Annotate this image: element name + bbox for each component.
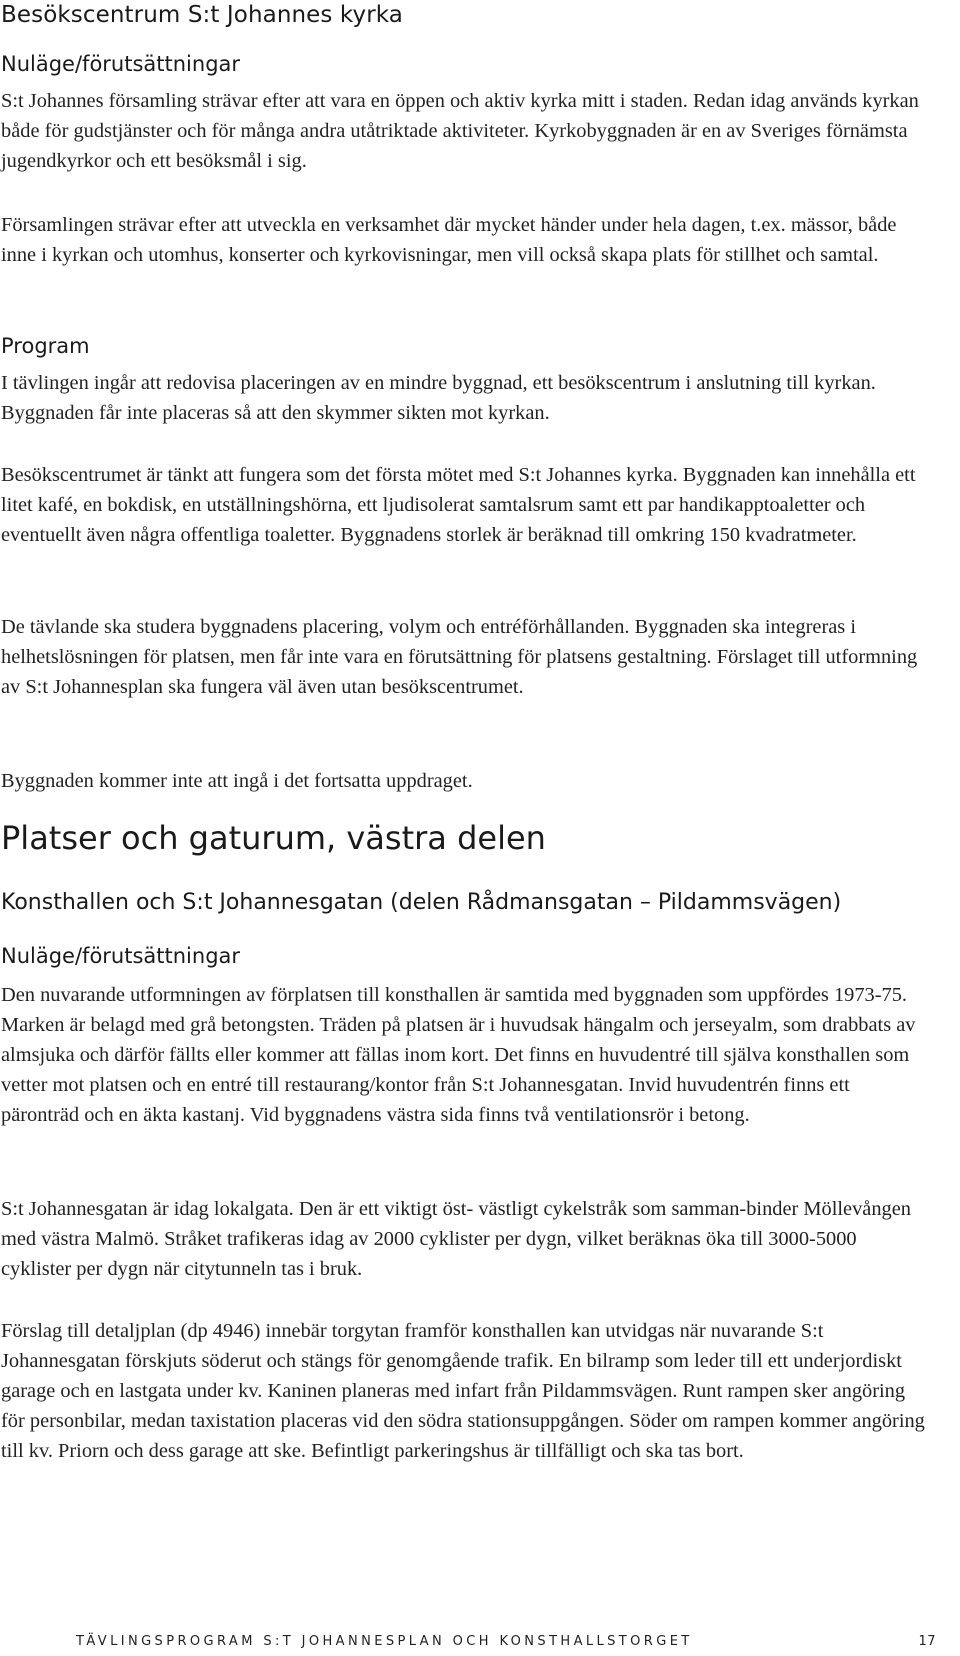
paragraph: Den nuvarande utformningen av förplatsen till konsthallen är samtida med byggnaden som uppfördes 1973-75. Marken är belagd med grå betongsten. Träden på platsen är i huvudsak hängalm och jerseyalm, som drabbats av almsjuka och därför fällts eller kommer att fällas inom kort. Det finns en huvudentré till själva konsthallen som vetter mot platsen och en entré till restaurang/kontor från S:t Johannesgatan. Invid huvudentrén finns ett päronträd och en äkta kastanj. Vid byggnadens västra sida finns två ventilationsrör i betong. <box>1 984 916 1126</box>
subheading-nulage: Nuläge/förutsättningar <box>1 52 241 76</box>
paragraph: De tävlande ska studera byggnadens placering, volym och entréförhållanden. Byggnaden ska integreras i helhetslösningen för platsen, men får inte vara en förutsättning för platsens gestaltning. Förslaget till utformning av S:t Johannesplan ska fungera väl även utan besökscentrumet. <box>1 616 918 698</box>
paragraph: Förslag till detaljplan (dp 4946) innebär torgytan framför konsthallen kan utvidgas när nuvarande S:t Johannesgatan förskjuts söderut och stängs för genomgående trafik. En bilramp som leder till ett underjordiskt garage och en lastgata under kv. Kaninen planeras med infart från Pildammsvägen. Runt rampen sker angöring för personbilar, medan taxistation placeras vid den södra stationsuppgången. Söder om rampen kommer angöring till kv. Priorn och dess garage att ske. Befintligt parkeringshus är tillfälligt och ska tas bort. <box>1 1320 925 1462</box>
subsection-title-konsthallen: Konsthallen och S:t Johannesgatan (delen Rådmansgatan – Pildammsvägen) <box>1 890 842 915</box>
paragraph: S:t Johannes församling strävar efter att vara en öppen och aktiv kyrka mitt i staden. Redan idag används kyrkan både för gudstjänster och för många andra utåtriktade aktiviteter. Kyrkobyggnaden är en av Sveriges förnämsta jugendkyrkor och ett besöksmål i sig. <box>1 90 919 172</box>
running-title: TÄVLINGSPROGRAM S:T JOHANNESPLAN OCH KONSTHALLSTORGET <box>76 1634 693 1649</box>
page-number: 17 <box>918 1634 936 1649</box>
paragraph: Byggnaden kommer inte att ingå i det fortsatta uppdraget. <box>1 770 473 792</box>
subheading-nulage-2: Nuläge/förutsättningar <box>1 944 241 968</box>
page-footer <box>76 1634 936 1650</box>
paragraph: I tävlingen ingår att redovisa placeringen av en mindre byggnad, ett besökscentrum i anslutning till kyrkan. Byggnaden får inte placeras så att den skymmer sikten mot kyrkan. <box>1 372 876 424</box>
section-title-platser: Platser och gaturum, västra delen <box>1 819 546 857</box>
paragraph: Besökscentrumet är tänkt att fungera som det första mötet med S:t Johannes kyrka. Byggnaden kan innehålla ett litet kafé, en bokdisk, en utställningshörna, ett ljudisolerat samtalsrum samt ett par handikapptoaletter och eventuellt även några offentliga toaletter. Byggnadens storlek är beräknad till omkring 150 kvadratmeter. <box>1 464 916 546</box>
section-title-besokscentrum: Besökscentrum S:t Johannes kyrka <box>1 2 404 28</box>
paragraph: S:t Johannesgatan är idag lokalgata. Den är ett viktigt öst- västligt cykelstråk som samman-binder Möllevången med västra Malmö. Stråket trafikeras idag av 2000 cyklister per dygn, vilket beräknas öka till 3000-5000 cyklister per dygn när citytunneln tas i bruk. <box>1 1198 911 1280</box>
paragraph: Församlingen strävar efter att utveckla en verksamhet där mycket händer under hela dagen, t.ex. mässor, både inne i kyrkan och utomhus, konserter och kyrkovisningar, men vill också skapa plats för stillhet och samtal. <box>1 214 897 266</box>
subheading-program: Program <box>1 334 90 358</box>
